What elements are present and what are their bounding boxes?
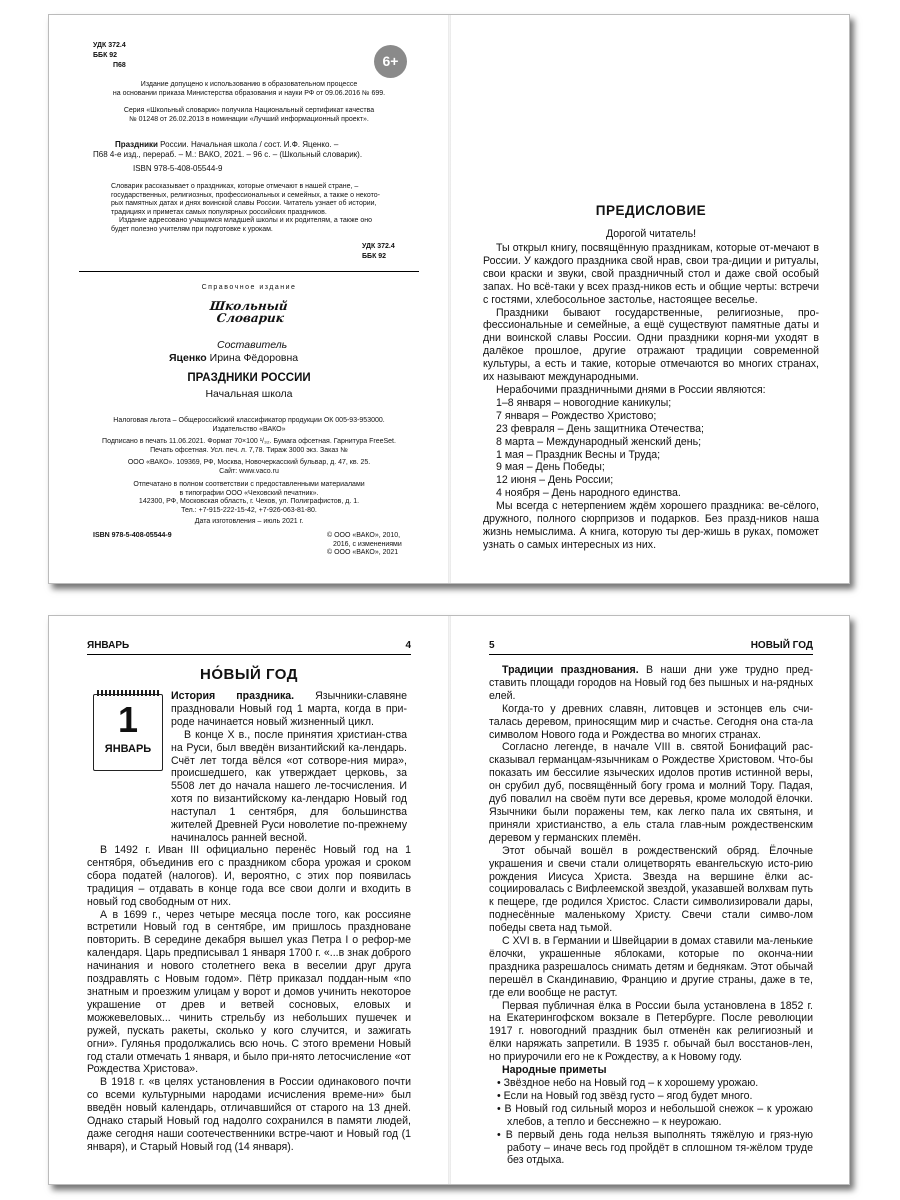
compiler	[169, 352, 298, 364]
top-spread	[48, 14, 850, 584]
tax-line: Налоговая льгота – Общероссийский классификатор продукции ОК 005-93-953000.	[113, 417, 385, 424]
list-item-text: В первый день года нельзя выполнять тяжёлую и гряз-ную работу – иначе весь год пройдёт в сплошном тя-жёлом труде без отдыха.	[505, 1128, 813, 1167]
preface-title: ПРЕДИСЛОВИЕ	[595, 203, 707, 218]
series-logo	[185, 300, 308, 330]
logo-line: Словарик	[215, 311, 285, 325]
paragraph: Первая публичная ёлка в России была установлена в 1852 г. на Екатерингофском вокзале в Петербурге. После революции 1917 г. новогодний праздник был отменён как религиозный и ёлки наряжать запретили. В 1935 г. обычай был восстанов-лен, но приурочили его не к Рождеству, а к Новому году.	[489, 999, 813, 1064]
list-item: • Звёздное небо на Новый год – к хорошему урожаю.	[497, 1077, 759, 1089]
list-item: • В первый день года нельзя выполнять тяжёлую и гряз-ную работу – иначе весь год пройдёт в сплошном тя-жёлом труде без отдыха.	[497, 1128, 813, 1167]
preface-greeting: Дорогой читатель!	[605, 228, 697, 240]
divider	[79, 271, 419, 272]
printing-line: Отпечатано в полном соответствии с предоставленными материалами	[133, 481, 365, 488]
manufacture-date: Дата изготовления – июль 2021 г.	[194, 518, 304, 525]
list-item: 8 марта – Международный женский день;	[496, 435, 702, 448]
admission-line: на основании приказа Министерства образования и науки РФ от 09.06.2016 № 699.	[112, 89, 386, 97]
list-item-text: Если на Новый год звёзд густо – ягод будет много.	[503, 1089, 753, 1102]
publisher-address	[69, 459, 429, 476]
running-head: НОВЫЙ ГОД	[750, 640, 813, 651]
preface-body	[483, 242, 819, 552]
paragraph-text: В наши дни уже трудно пред-ставить площади городов на Новый год без пышных и на-рядных елей.	[489, 664, 813, 702]
certificate-note	[79, 107, 419, 124]
annotation-line: государственных, религиозных, профессиональных и семейных, а также о некото-	[111, 191, 380, 199]
isbn: ISBN 978-5-408-05544-9	[133, 164, 223, 173]
bib-text: 4-е изд., перераб. – М.: ВАКО, 2021. – 96 с. – (Школьный словарик).	[109, 150, 363, 159]
copyright-page	[49, 15, 449, 583]
list-item: 9 мая – День Победы;	[496, 461, 605, 474]
udk-repeat: УДК 372.4	[362, 243, 395, 250]
paragraph: В 1918 г. «в целях установления в России одинакового почти со всеми культурными народами исчисления време-ни» был введён новый календарь, отличавшийся от старого на 13 дней. Однако старый Новый год надолго сохранился в памяти людей, даже сегодня наши соотечественники встре-чают и Новый год (1 января), и Старый Новый год (14 января).	[87, 1076, 411, 1153]
certificate-line: Серия «Школьный словарик» получила Национальный сертификат качества	[123, 107, 375, 114]
address-line: ООО «ВАКО». 109369, РФ, Москва, Новочеркасский бульвар, д. 47, кв. 25.	[127, 459, 371, 466]
list-item-text: Звёздное небо на Новый год – к хорошему урожаю.	[503, 1077, 759, 1089]
book-code: П68	[113, 62, 126, 69]
list-item: 4 ноября – День народного единства.	[496, 487, 681, 500]
copyright-line: © ООО «ВАКО», 2010,	[327, 532, 401, 539]
copyright-notice	[327, 532, 402, 558]
history-intro	[171, 690, 407, 845]
page-number: 5	[489, 640, 495, 651]
tax-line: Издательство «ВАКО»	[212, 425, 286, 433]
paragraph	[171, 690, 407, 729]
printing-line: 142300, РФ, Московская область, г. Чехов, ул. Полиграфистов, д. 1.	[138, 498, 360, 506]
paragraph: Согласно легенде, в начале VIII в. святой Бонифаций рас-сказывал германцам-язычникам о Рождестве Христовом. Что-бы показать им бессилие языческих идолов против истинной веры, он срубил дуб, посвящённый богу грома и молний Тору. Падая, дуб повалил на своём пути все деревья, кроме молодой ёлочки. Язычники были поражены тем, как легко пала их святыня, и приняли христианство, а ель стала глав-ным рождественским деревом у германских племён.	[489, 741, 813, 844]
paragraph-text: Язычники-славяне праздновали Новый год 1 марта, когда в при-роде начинается новый жизненный цикл.	[171, 690, 407, 728]
annotation-line: Словарик рассказывает о праздниках, которые отмечают в нашей стране, –	[111, 183, 359, 190]
calendar-rings	[97, 690, 159, 696]
calendar-month: ЯНВАРЬ	[104, 743, 152, 755]
signs-heading: Народные приметы	[502, 1064, 607, 1077]
bibliographic-record	[93, 140, 413, 174]
history-body	[87, 844, 411, 1154]
paragraph: Когда-то у древних славян, литовцев и эстонцев ель счи-талась деревом, приносящим мир и счастье. Сегодня она ста-ла символом Нового года и Рождества во многих странах.	[489, 702, 813, 741]
print-specs	[69, 438, 429, 455]
list-item-text: В Новый год сильный мороз и небольшой снежок – к урожаю хлебов, а тепло и бесснежно – к неурожаю.	[504, 1102, 813, 1128]
list-item: • В Новый год сильный мороз и небольшой снежок – к урожаю хлебов, а тепло и бесснежно – к неурожаю.	[497, 1102, 813, 1128]
paragraph: В 1492 г. Иван III официально перенёс Новый год на 1 сентября, объединив его с праздником сбора урожая и сроком сбора податей (налогов). И, вероятно, с этих пор появилась традиция – отдавать в конце года все свои долги и входить в новый год свободным от них.	[87, 844, 411, 908]
traditions-body	[489, 664, 813, 1167]
section-label: История праздника.	[171, 690, 295, 702]
address-line: Сайт: www.vaco.ru	[219, 467, 279, 475]
age-rating-badge: 6+	[374, 45, 407, 78]
print-line: Печать офсетная. Усл. печ. л. 7,78. Тираж 3000 экз. Заказ №	[150, 446, 348, 454]
running-header	[87, 640, 411, 655]
udk: УДК 372.4	[93, 42, 126, 49]
paragraph: Этот обычай вошёл в рождественский обряд. Ёлочные украшения и свечи стали олицетворять евангельскую исто-рию рождения Иисуса Христа. Звезда на вершине ёлки ас-социировалась с Вифлеемской звездой, указавшей волхвам путь к пещере, где родился Христос. Сласти символизировали дары, поднесённые маленькому Христу. Свечи стали симво-лом победы света над тьмой.	[489, 844, 813, 935]
bbk: ББК 92	[93, 52, 118, 59]
list-item: 23 февраля – День защитника Отечества;	[496, 422, 704, 435]
compiler-surname: Яценко	[169, 352, 207, 364]
paragraph: Праздники бывают государственные, религиозные, про-фессиональные и семейные, а ещё существуют памятные даты и дни воинской славы России. Одни праздники корня-ми уходят в далёкое прошлое, другие отражают традиции современной культуры, а есть и такие, которые отмечаются во многих странах, их называют международными.	[483, 306, 819, 384]
certificate-line: № 01248 от 26.02.2013 в номинации «Лучший информационный проект».	[129, 115, 369, 123]
copyright-line: 2016, с изменениями	[333, 540, 402, 548]
paragraph: Ты открыл книгу, посвящённую праздникам, которые от-мечают в России. У каждого праздника свой нрав, свои тра-диции и ритуалы, свои краски и звуки, свой праздничный стол и даже свой особый запах. Но всё-таки у всех празд-ников есть и общие черты: встречи с гостями, хлебосольное застолье, настоящее веселье.	[483, 242, 819, 306]
annotation-line: будет полезно учителям при подготовке к урокам.	[111, 225, 273, 233]
paragraph: С XVI в. в Германии и Швейцарии в домах ставили ма-ленькие ёлочки, украшенные яблоками, которые по оконча-нии праздника разрешалось снимать детям и беднякам. Этот обычай перешёл в Скандинавию, Францию и другие страны, даже в те, где ели вообще не растут.	[489, 935, 813, 999]
bib-text: России. Начальная школа / сост. И.Ф. Яценко. –	[157, 140, 339, 149]
compiler-label: Составитель	[217, 339, 288, 351]
paragraph: Мы всегда с нетерпением ждём хорошего праздника: ве-сёлого, дружного, полного сюрпризов и подарков. Без празд-ников наша жизнь немыслима. А книга, которую ты дер-жишь в руках, поможет узнать о самых интересных из них.	[483, 500, 819, 551]
logo-line: Школьный	[209, 299, 289, 313]
paragraph: А в 1699 г., через четыре месяца после того, как россияне встретили Новый год в сентябре, им пришлось праздноване повторить. В середине декабря вышел указ Петра I о рефор-ме календаря. Царь предписывал 1 января 1700 г. «...в знак доброго начинания и нового столетнего века в веселии друг друга поздравлять с Новым годом». Пётр приказал поддан-ным «по знатным и проезжим улицам у ворот и домов учинить некоторое украшение от древ и ветвей сосновых, еловых и можжевеловых... чинить стрельбу из небольших пушечек и ружей, пускать ракеты, сколько у кого случится, и зажигать огни». Гулянья продолжались всю ночь. С этого времени Новый год стали отмечать 1 января, и было при-нято летосчисление «от Рождества Христова».	[87, 908, 411, 1076]
list-item: 12 июня – День России;	[496, 474, 614, 487]
print-line: Подписано в печать 11.06.2021. Формат 70×100 ¹/₃₂. Бумага офсетная. Гарнитура FreeSet.	[102, 438, 396, 445]
bib-title: Праздники	[115, 140, 158, 149]
list-item: • Если на Новый год звёзд густо – ягод будет много.	[497, 1089, 753, 1102]
annotation-line: рых памятных датах и днях воинской славы России. Читатель узнает об истории,	[111, 200, 377, 208]
isbn-bottom: ISBN 978-5-408-05544-9	[93, 532, 172, 539]
tax-note	[69, 417, 429, 434]
annotation	[111, 183, 411, 235]
section-label: Традиции празднования.	[502, 664, 639, 676]
chapter-title: НО́ВЫЙ ГОД	[200, 666, 298, 683]
copyright-line: © ООО «ВАКО», 2021	[327, 549, 399, 557]
preface-page	[451, 15, 850, 583]
page-5	[451, 616, 850, 1184]
book-title: ПРАЗДНИКИ РОССИИ	[187, 372, 311, 384]
printing-house	[69, 481, 429, 515]
admission-note	[79, 81, 419, 98]
calendar-icon	[93, 694, 163, 771]
running-header	[489, 640, 813, 655]
compiler-name: Ирина Фёдоровна	[209, 352, 299, 364]
signs-list	[489, 1077, 813, 1167]
bbk-repeat: ББК 92	[362, 253, 387, 260]
printing-line: Тел.: +7-915-222-15-42, +7-926-063-81-80.	[181, 506, 317, 514]
paragraph	[489, 664, 813, 703]
holiday-list	[483, 397, 819, 500]
book-subtitle: Начальная школа	[205, 388, 293, 400]
annotation-line: традициях и приметах самых популярных российских праздников.	[111, 208, 327, 216]
printing-line: в типографии ООО «Чеховский печатник».	[179, 489, 319, 497]
edition-type: Справочное издание	[201, 284, 297, 291]
page-number: 4	[405, 640, 411, 651]
page-4	[49, 616, 449, 1184]
list-item: 1 мая – Праздник Весны и Труда;	[496, 448, 661, 461]
list-item: 7 января – Рождество Христово;	[496, 409, 657, 422]
bib-code: П68	[93, 150, 108, 159]
list-item: 1–8 января – новогодние каникулы;	[496, 396, 672, 409]
calendar-day: 1	[117, 699, 139, 740]
paragraph: Нерабочими праздничными днями в России являются:	[496, 383, 766, 396]
admission-line: Издание допущено к использованию в образовательном процессе	[140, 81, 358, 88]
running-head: ЯНВАРЬ	[87, 640, 130, 651]
bottom-spread	[48, 615, 850, 1185]
paragraph: В конце X в., после принятия христиан-ства на Руси, был введён византийский ка-лендарь. Счёт лет тогда вёлся «от сотворе-ния мира», происшедшего, как утверждает церковь, за 5508 лет до начала нашего ле-тосчисления. И хотя по византийскому ка-лендарю Новый год наступал 1 сентября, для большинства жителей Древней Руси новолетие по-прежнему начиналось ранней весной.	[171, 728, 407, 844]
annotation-line: Издание адресовано учащимся младшей школы и их родителям, а также оно	[119, 217, 372, 225]
